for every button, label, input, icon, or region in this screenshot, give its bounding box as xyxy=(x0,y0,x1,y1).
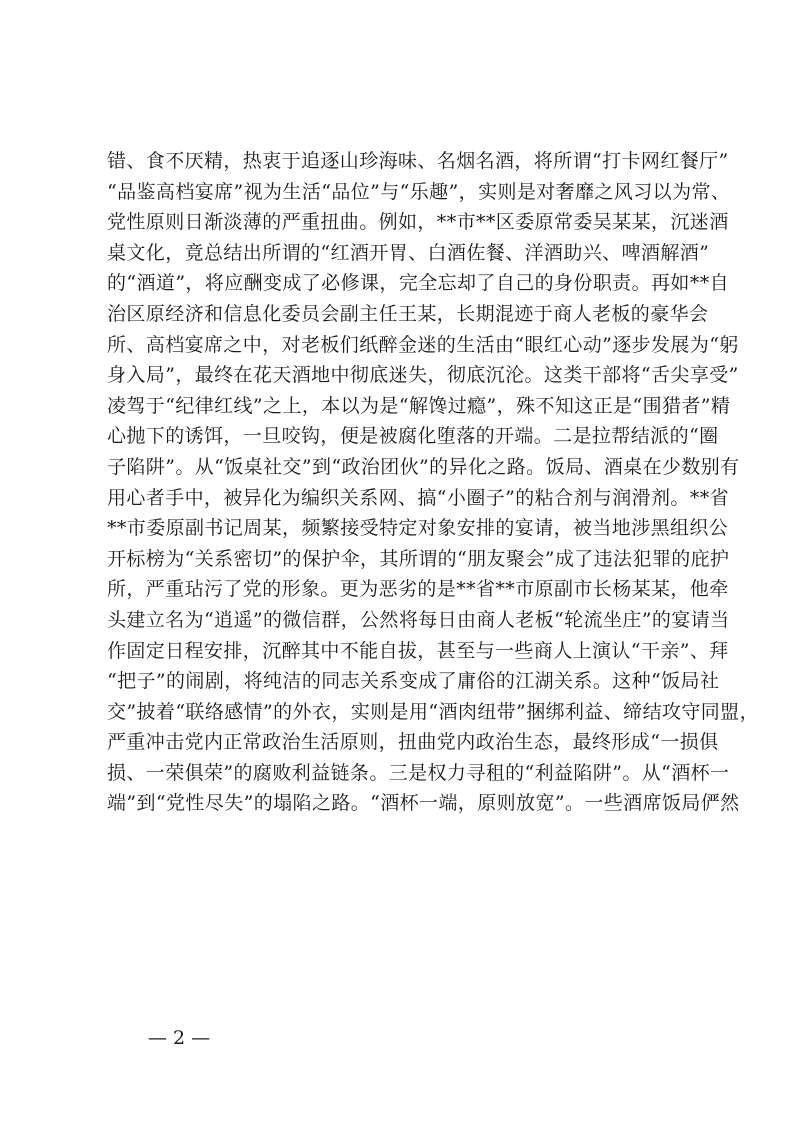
text-line: 党性原则日渐淡薄的严重扭曲。例如，**市**区委原常委吴某某，沉迷酒 xyxy=(107,211,729,234)
text-line: 的“酒道”，将应酬变成了必修课，完全忘却了自己的身份职责。再如**自 xyxy=(107,272,730,295)
page-number: — 2 — xyxy=(148,1027,211,1049)
text-line: 错、食不厌精，热衷于追逐山珍海味、名烟名酒，将所谓“打卡网红餐厅” xyxy=(107,150,729,172)
text-line: “把子”的闹剧，将纯洁的同志关系变成了庸俗的江湖关系。这种“饭局社 xyxy=(107,670,720,693)
text-line: 损、一荣俱荣”的腐败利益链条。三是权力寻租的“利益陷阱”。从“酒杯一 xyxy=(107,761,730,784)
text-line: “品鉴高档宴席”视为生活“品位”与“乐趣”，实则是对奢靡之风习以为常、 xyxy=(107,180,731,203)
text-line: 用心者手中，被异化为编织关系网、搞“小圈子”的粘合剂与润滑剂。**省 xyxy=(107,486,730,509)
body-paragraph xyxy=(107,146,759,819)
text-line: 开标榜为“关系密切”的保护伞，其所谓的“朋友聚会”成了违法犯罪的庇护 xyxy=(107,547,730,570)
text-line: 头建立名为“逍遥”的微信群，公然将每日由商人老板“轮流坐庄”的宴请当 xyxy=(107,608,730,631)
text-line: 心抛下的诱饵，一旦咬钩，便是被腐化堕落的开端。二是拉帮结派的“圈 xyxy=(107,425,719,448)
text-line: 端”到“党性尽失”的塌陷之路。“酒杯一端，原则放宽”。一些酒席饭局俨然 xyxy=(107,792,740,815)
text-line: **市委原副书记周某，频繁接受特定对象安排的宴请，被当地涉黑组织公 xyxy=(107,517,729,540)
text-line: 治区原经济和信息化委员会副主任王某，长期混迹于商人老板的豪华会 xyxy=(107,302,709,325)
text-line: 交”披着“联络感情”的外衣，实则是用“酒肉纽带”捆绑利益、缔结攻守同盟， xyxy=(107,700,759,723)
text-line: 身入局”，最终在花天酒地中彻底迷失，彻底沉沦。这类干部将“舌尖享受” xyxy=(107,364,739,387)
text-line: 作固定日程安排，沉醉其中不能自拔，甚至与一些商人上演认“干亲”、拜 xyxy=(107,639,729,662)
text-line: 子陷阱”。从“饭桌社交”到“政治团伙”的异化之路。饭局、酒桌在少数别有 xyxy=(107,455,740,478)
text-line: 桌文化，竟总结出所谓的“红酒开胃、白酒佐餐、洋酒助兴、啤酒解酒” xyxy=(107,241,710,264)
text-line: 所，严重玷污了党的形象。更为恶劣的是**省**市原副市长杨某某，他牵 xyxy=(107,578,729,601)
text-line: 所、高档宴席之中，对老板们纸醉金迷的生活由“眼红心动”逐步发展为“躬 xyxy=(107,333,739,356)
text-line: 凌驾于“纪律红线”之上，本以为是“解馋过瘾”，殊不知这正是“围猎者”精 xyxy=(107,394,731,417)
text-line: 严重冲击党内正常政治生活原则，扭曲党内政治生态，最终形成“一损俱 xyxy=(107,731,719,754)
